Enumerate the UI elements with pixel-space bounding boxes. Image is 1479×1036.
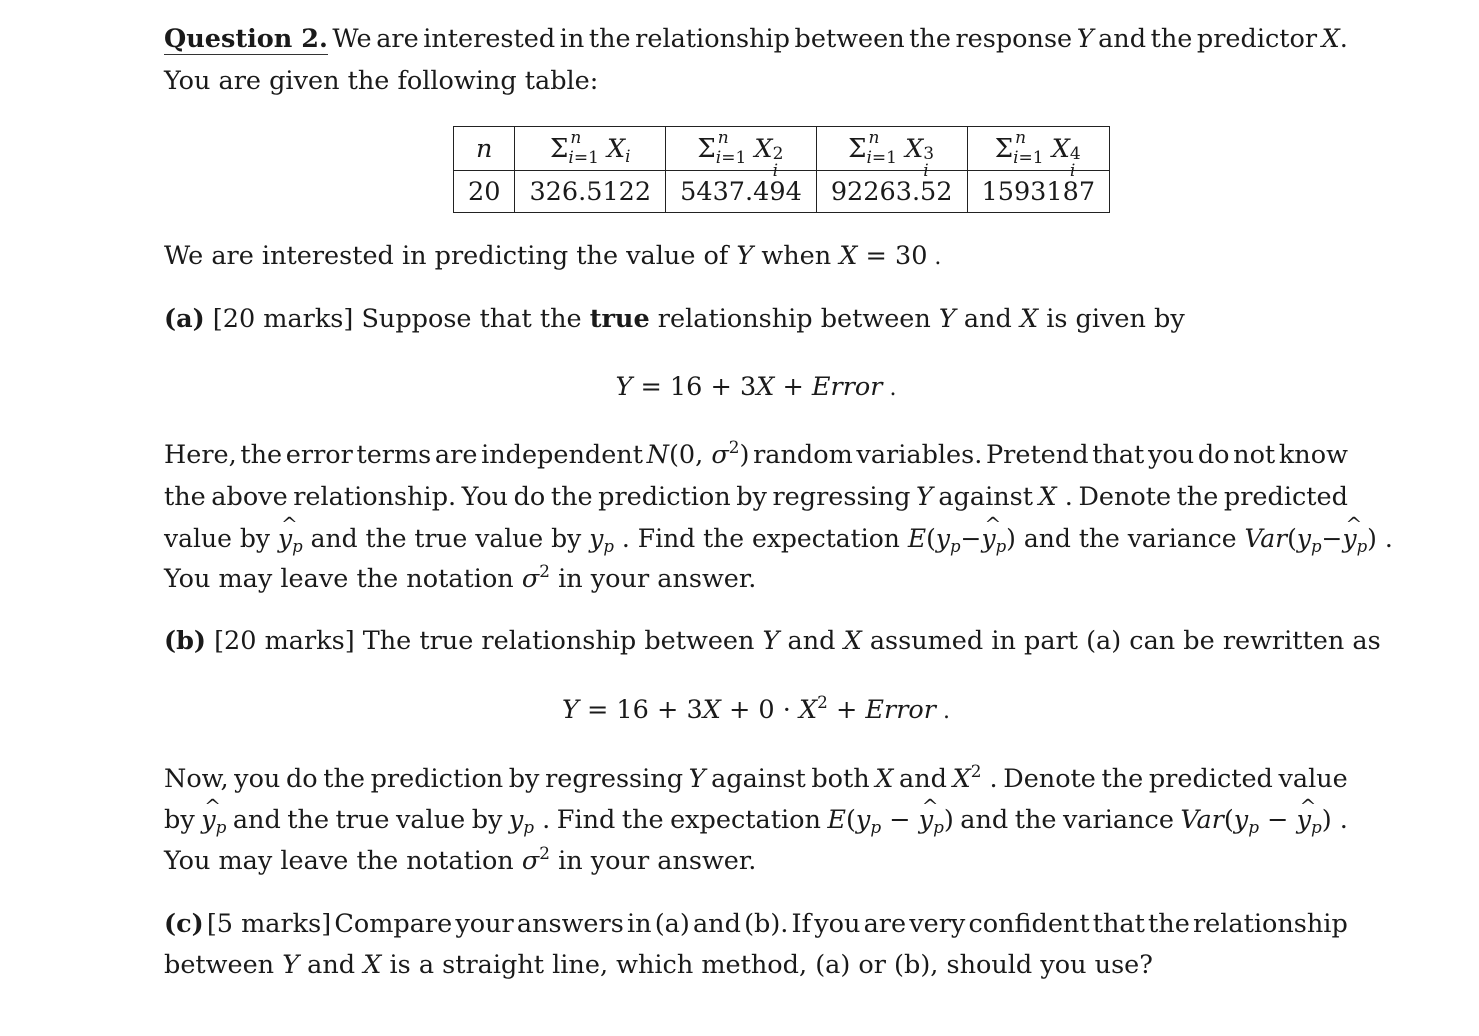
part-b-body-line-2: by ^ $y_p$ and the true value by $y_p$ . Find the expectation $E(y_p$ − ^ $y_p$) and the variance $Var(y_p$ − ^ $y_p$) . [164, 808, 1348, 834]
table-cell: 5437.494 [666, 171, 817, 213]
part-a-marks: [20 marks] [212, 304, 354, 334]
intro-line-1: Question 2. We are interested in the relationship between the response Y and the predictor X. [164, 24, 1348, 54]
intro-line-2: You are given the following table: [164, 66, 599, 96]
question-heading: Question 2. [164, 24, 328, 54]
table-cell: 326.5122 [515, 171, 666, 213]
part-b-equation: $Y = 16 + 3X + 0 \cdot X^2$ + Error . [562, 691, 950, 725]
part-b-body-line-3: You may leave the notation $\sigma^2$ in your answer. [164, 842, 757, 876]
part-a-label: (a) [164, 304, 205, 334]
part-b-heading: (b) [20 marks] The true relationship between Y and X assumed in part (a) can be rewritten as [164, 626, 1381, 656]
table-cell: 92263.52 [816, 171, 967, 213]
prediction-statement: We are interested in predicting the value of Y when X = 30 . [164, 241, 942, 271]
part-a-heading: (a) [20 marks] Suppose that the true relationship between Y and X is given by [164, 304, 1185, 334]
header-n: n [454, 127, 515, 171]
part-a-text-pre: Suppose that the [361, 304, 582, 334]
part-a-body-line-4: You may leave the notation $\sigma^2$ in your answer. [164, 560, 757, 594]
header-sum-x3: Σ n i=1 X 3 i [816, 127, 967, 171]
part-b-label: (b) [164, 626, 206, 656]
sums-table [453, 126, 1110, 213]
part-c-line-2: between Y and X is a straight line, which method, (a) or (b), should you use? [164, 950, 1153, 980]
part-a-body-line-1: Here, the error terms are independent N(0, $\sigma^2$) random variables. Pretend that you do not know [164, 436, 1348, 470]
header-sum-x4: Σ n i=1 X 4 i [967, 127, 1110, 171]
part-a-body-line-2: the above relationship. You do the prediction by regressing Y against X . Denote the predicted [164, 482, 1348, 512]
part-c-marks: [5 marks] [206, 909, 332, 939]
part-c-label: (c) [164, 909, 204, 939]
table-value-row [454, 171, 1110, 213]
table-cell: 20 [454, 171, 515, 213]
part-b-body-line-1: Now, you do the prediction by regressing Y against both X and $X^2$ . Denote the predicted value [164, 760, 1348, 794]
part-a-text-bold: true [589, 304, 650, 334]
table-cell: 1593187 [967, 171, 1110, 213]
part-a-equation: Y = 16 + 3X + Error . [615, 372, 897, 402]
table-header-row [454, 127, 1110, 171]
part-b-marks: [20 marks] [214, 626, 355, 656]
part-c-line-1: (c) [5 marks] Compare your answers in (a) and (b). If you are very confident that the relationship [164, 909, 1348, 939]
part-a-body-line-3: value by ^ $y_p$ and the true value by $y_p$ . Find the expectation $E(y_p-\^{}$ $y_p$) and the variance $Var(y_p-\^{}$ $y_p$) . [164, 526, 1393, 551]
header-sum-x: Σ n i=1 $X_i$ [515, 127, 666, 171]
header-sum-x2: Σ n i=1 X 2 i [666, 127, 817, 171]
